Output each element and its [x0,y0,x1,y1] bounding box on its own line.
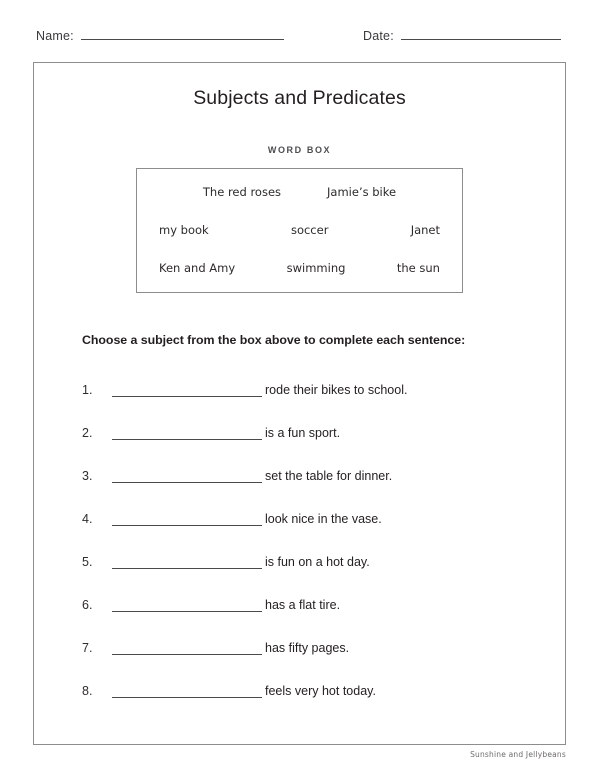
date-label: Date: [363,29,394,43]
question-predicate: feels very hot today. [265,683,376,698]
word-box-item[interactable]: my book [159,222,209,237]
instruction-text: Choose a subject from the box above to complete each sentence: [82,333,466,347]
question-number: 3. [82,468,93,483]
word-box-item[interactable]: The red roses [202,184,282,199]
footer-credit: Sunshine and Jellybeans [470,750,566,759]
word-box [136,168,463,293]
question-row [82,626,522,669]
word-box-item[interactable]: Ken and Amy [159,260,236,275]
word-box-item[interactable]: swimming [286,260,346,275]
answer-blank[interactable] [112,555,262,569]
page-title: Subjects and Predicates [193,87,406,109]
word-box-row [153,211,446,249]
question-row [82,583,522,626]
date-write-line[interactable] [401,28,561,40]
name-label: Name: [36,29,74,43]
question-predicate: is a fun sport. [265,425,341,440]
word-box-item[interactable]: soccer [290,222,329,237]
name-field-group [36,28,284,43]
question-number: 2. [82,425,93,440]
question-predicate: look nice in the vase. [265,511,382,526]
question-predicate: set the table for dinner. [265,468,393,483]
date-field-group [363,28,561,43]
question-row [82,454,522,497]
question-number: 1. [82,382,93,397]
answer-blank[interactable] [112,512,262,526]
question-predicate: has fifty pages. [265,640,350,655]
word-box-caption: WORD BOX [267,145,332,155]
question-number: 8. [82,683,93,698]
name-write-line[interactable] [81,28,284,40]
question-row [82,497,522,540]
answer-blank[interactable] [112,383,262,397]
answer-blank[interactable] [112,469,262,483]
word-box-row [153,173,446,211]
answer-blank[interactable] [112,426,262,440]
word-box-row [153,249,446,287]
question-predicate: is fun on a hot day. [265,554,370,569]
word-box-item[interactable]: Janet [410,222,440,237]
question-row [82,540,522,583]
worksheet-sheet [33,62,566,745]
question-number: 5. [82,554,93,569]
word-box-item[interactable]: the sun [396,260,440,275]
question-row [82,669,522,712]
question-number: 7. [82,640,93,655]
question-row [82,411,522,454]
question-row [82,368,522,411]
worksheet-header [0,28,600,50]
question-predicate: rode their bikes to school. [265,382,408,397]
answer-blank[interactable] [112,641,262,655]
answer-blank[interactable] [112,684,262,698]
answer-blank[interactable] [112,598,262,612]
question-number: 6. [82,597,93,612]
question-list [82,368,522,712]
question-number: 4. [82,511,93,526]
question-predicate: has a flat tire. [265,597,341,612]
word-box-item[interactable]: Jamie’s bike [327,184,397,199]
